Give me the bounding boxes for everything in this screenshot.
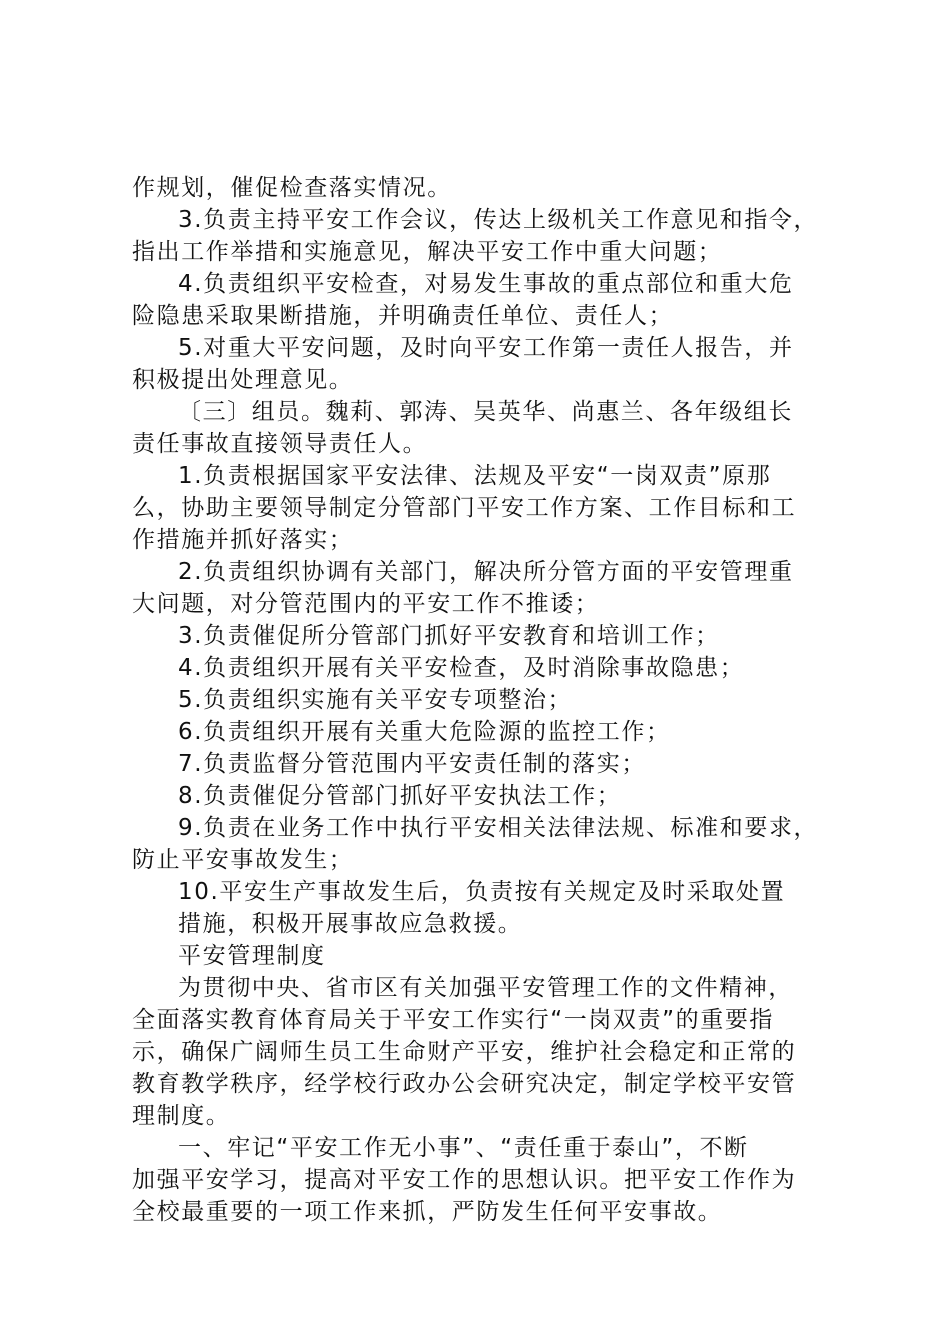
text-line: 9.负责在业务工作中执行平安相关法律法规、标准和要求， [178, 815, 819, 841]
text-line: 7.负责监督分管范围内平安责任制的落实； [178, 751, 646, 777]
text-line: 示，确保广阔师生员工生命财产平安，维护社会稳定和正常的 [132, 1039, 797, 1065]
text-line: 理制度。 [132, 1103, 231, 1129]
text-line: 责任事故直接领导责任人。 [132, 431, 428, 457]
document-body [132, 172, 832, 1228]
text-line: 2.负责组织协调有关部门，解决所分管方面的平安管理重 [178, 559, 794, 585]
text-line: 6.负责组织开展有关重大危险源的监控工作； [178, 719, 671, 745]
text-line: 全校最重要的一项工作来抓，严防发生任何平安事故。 [132, 1199, 723, 1225]
text-line: 积极提出处理意见。 [132, 367, 354, 393]
text-line: 指出工作举措和实施意见，解决平安工作中重大问题； [132, 239, 723, 265]
text-line: 作规划，催促检查落实情况。 [132, 175, 452, 201]
text-line: 4.负责组织开展有关平安检查，及时消除事故隐患； [178, 655, 745, 681]
text-line: 全面落实教育体育局关于平安工作实行“一岗双责”的重要指 [132, 1007, 775, 1033]
text-line: 〔三〕组员。魏莉、郭涛、吴英华、尚惠兰、各年级组长 [178, 399, 793, 425]
text-line: 4.负责组织平安检查，对易发生事故的重点部位和重大危 [178, 271, 794, 297]
text-line: 一、牢记“平安工作无小事”、“责任重于泰山”，不断 [178, 1135, 749, 1161]
text-line: 平安管理制度 [178, 943, 326, 969]
text-line: 3.负责催促所分管部门抓好平安教育和培训工作； [178, 623, 720, 649]
text-line: 1.负责根据国家平安法律、法规及平安“一岗双责”原那 [178, 463, 772, 489]
text-line: 10.平安生产事故发生后，负责按有关规定及时采取处置 [178, 879, 786, 905]
text-line: 措施，积极开展事故应急救援。 [178, 911, 523, 937]
text-line: 加强平安学习，提高对平安工作的思想认识。把平安工作作为 [132, 1167, 797, 1193]
text-line: 5.负责组织实施有关平安专项整治； [178, 687, 573, 713]
text-line: 5.对重大平安问题，及时向平安工作第一责任人报告，并 [178, 335, 794, 361]
text-line: 作措施并抓好落实； [132, 527, 354, 553]
text-line: 3.负责主持平安工作会议，传达上级机关工作意见和指令， [178, 207, 819, 233]
text-line: 大问题，对分管范围内的平安工作不推诿； [132, 591, 600, 617]
text-line: 险隐患采取果断措施，并明确责任单位、责任人； [132, 303, 674, 329]
text-line: 教育教学秩序，经学校行政办公会研究决定，制定学校平安管 [132, 1071, 797, 1097]
text-line: 么，协助主要领导制定分管部门平安工作方案、工作目标和工 [132, 495, 797, 521]
text-line: 8.负责催促分管部门抓好平安执法工作； [178, 783, 622, 809]
text-line: 防止平安事故发生； [132, 847, 354, 873]
text-line: 为贯彻中央、省市区有关加强平安管理工作的文件精神， [178, 975, 793, 1001]
